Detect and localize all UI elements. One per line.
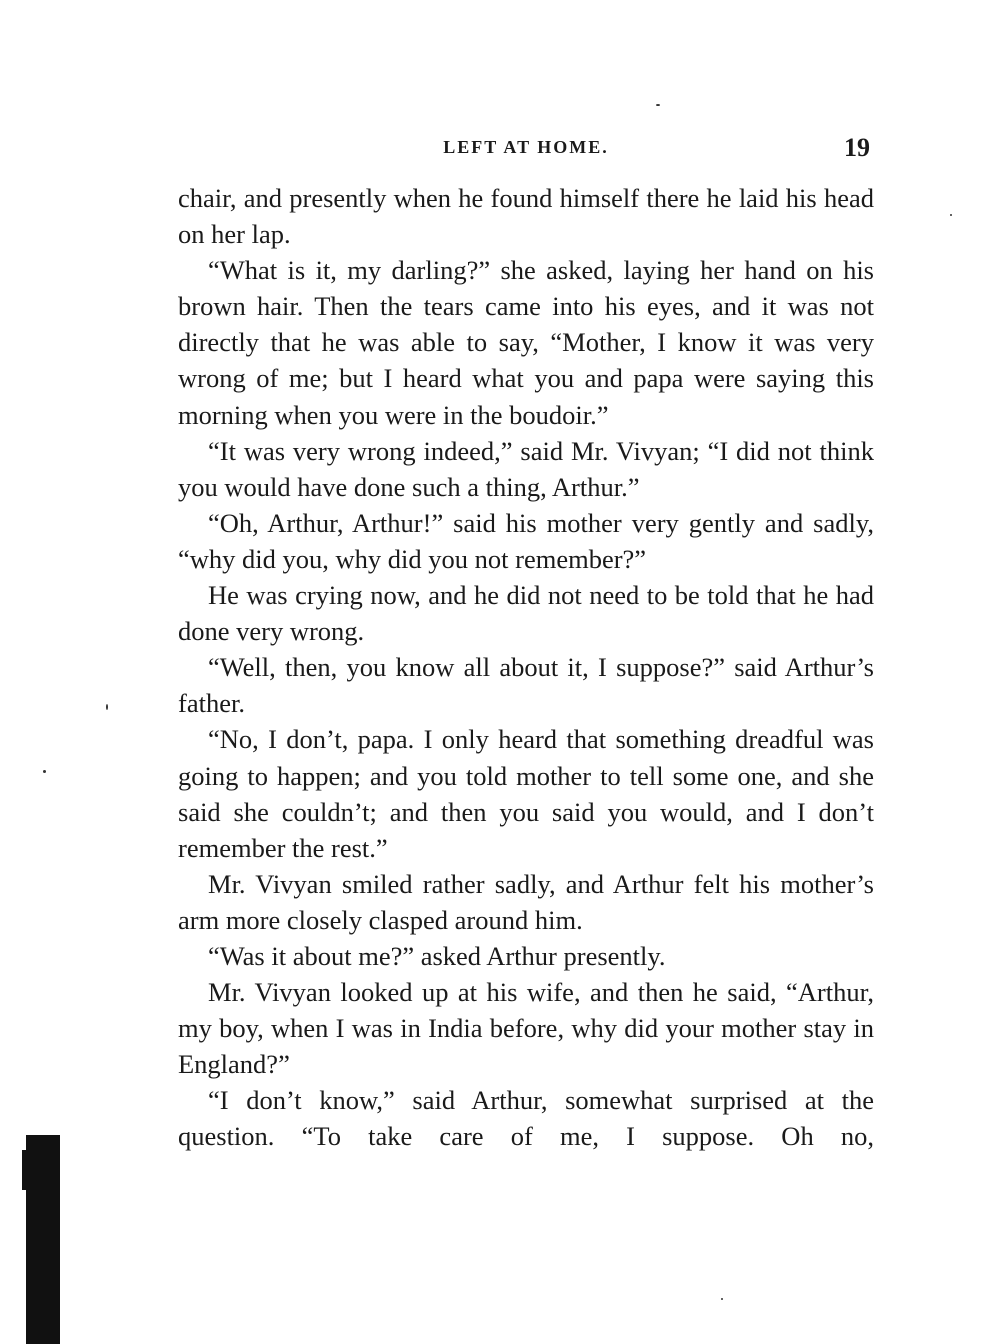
binding-shadow — [26, 1135, 60, 1344]
scan-speck — [656, 104, 660, 106]
paragraph: He was crying now, and he did not need to be told that he had done very wrong. — [178, 580, 874, 647]
paragraph: chair, and presently when he found himself there he laid his head on her lap. — [178, 183, 874, 250]
scan-speck — [106, 704, 108, 710]
paragraph: “It was very wrong indeed,” said Mr. Vivyan; “I did not think you would have done such a thing, Arthur.” — [178, 435, 874, 502]
paragraph: “What is it, my darling?” she asked, laying her hand on his brown hair. Then the tears came into his eyes, and it was not directly that he was able to say, “Mother, I know it was very wrong of me; but I heard what you and papa were saying this morning when you were in the boudoir.” — [178, 255, 874, 430]
scan-speck — [43, 770, 46, 773]
paragraph: “I don’t know,” said Arthur, somewhat surprised at the question. “To take care of me, I suppose. Oh no, — [178, 1085, 874, 1152]
paragraph: Mr. Vivyan looked up at his wife, and then he said, “Arthur, my boy, when I was in India before, why did your mother stay in England?” — [178, 977, 874, 1080]
paragraph: “Was it about me?” asked Arthur presently. — [208, 940, 666, 971]
running-title: LEFT AT HOME. — [443, 137, 609, 157]
page-number: 19 — [844, 133, 870, 162]
binding-shadow-notch — [22, 1150, 30, 1190]
running-head — [178, 133, 874, 163]
body-text — [178, 180, 874, 1155]
paragraph: “Well, then, you know all about it, I suppose?” said Arthur’s father. — [178, 652, 874, 719]
paragraph: “Oh, Arthur, Arthur!” said his mother very gently and sadly, “why did you, why did you not remember?” — [178, 507, 874, 574]
scan-speck — [950, 214, 952, 216]
scan-speck — [721, 1298, 723, 1300]
paragraph: Mr. Vivyan smiled rather sadly, and Arthur felt his mother’s arm more closely clasped around him. — [178, 868, 874, 935]
paragraph: “No, I don’t, papa. I only heard that something dreadful was going to happen; and you told mother to tell some one, and she said she couldn’t; and then you said you would, and I don’t remember the rest.” — [178, 724, 874, 863]
